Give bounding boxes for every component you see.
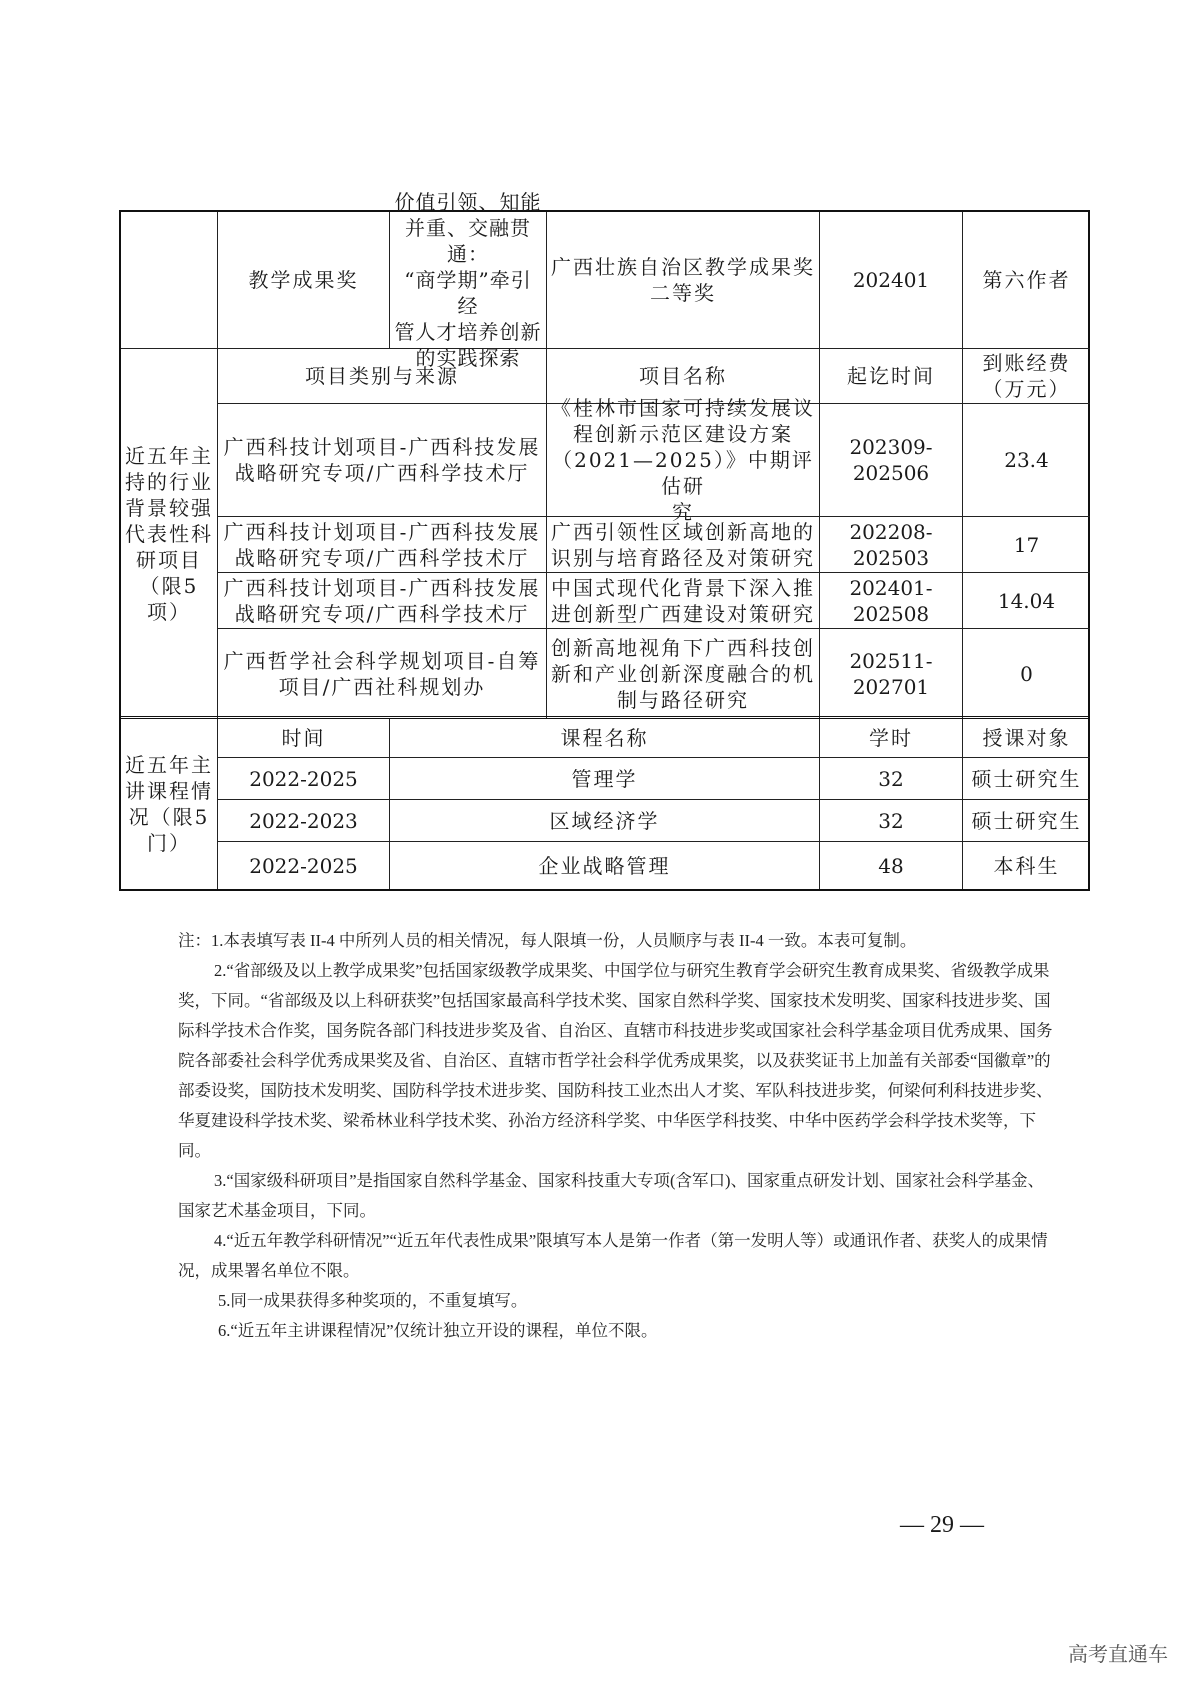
note-4: 4.“近五年教学科研情况”“近五年代表性成果”限填写本人是第一作者（第一发明人等）或通讯作者、获奖人的成果情况，成果署名单位不限。 — [178, 1231, 1048, 1280]
course-row-3-hours: 48 — [819, 841, 962, 889]
research-section-label: 近五年主 持的行业 背景较强 代表性科 研项目 （限5项） — [121, 348, 217, 718]
research-row-2-name: 广西引领性区域创新高地的 识别与培育路径及对策研究 — [546, 516, 819, 572]
research-row-3-name: 中国式现代化背景下深入推 进创新型广西建设对策研究 — [546, 572, 819, 628]
award-level: 广西壮族自治区教学成果奖 二等奖 — [546, 212, 819, 348]
award-role: 第六作者 — [962, 212, 1090, 348]
note-1: 注：1.本表填写表 II-4 中所列人员的相关情况，每人限填一份，人员顺序与表 II-4 一致。本表可复制。 — [178, 931, 917, 950]
course-row-2-hours: 32 — [819, 799, 962, 841]
course-row-2-name: 区域经济学 — [389, 799, 819, 841]
course-row-1-time: 2022-2025 — [217, 757, 389, 799]
research-row-3-period: 202401-202508 — [819, 572, 962, 628]
note-3: 3.“国家级科研项目”是指国家自然科学基金、国家科技重大专项(含军口)、国家重点研发计划、国家社会科学基金、国家艺术基金项目，下同。 — [178, 1171, 1045, 1220]
course-row-2-audience: 硕士研究生 — [962, 799, 1090, 841]
research-row-4-name: 创新高地视角下广西科技创 新和产业创新深度融合的机 制与路径研究 — [546, 628, 819, 718]
course-row-1-name: 管理学 — [389, 757, 819, 799]
courses-header-name: 课程名称 — [389, 719, 819, 757]
main-table — [119, 190, 1090, 891]
course-row-1-audience: 硕士研究生 — [962, 757, 1090, 799]
courses-header-time: 时间 — [217, 719, 389, 757]
research-row-1-source: 广西科技计划项目-广西科技发展 战略研究专项/广西科学技术厅 — [217, 403, 546, 516]
course-row-3-name: 企业战略管理 — [389, 841, 819, 889]
award-type: 教学成果奖 — [217, 212, 389, 348]
course-row-2-time: 2022-2023 — [217, 799, 389, 841]
research-row-2-period: 202208-202503 — [819, 516, 962, 572]
research-header-source: 项目类别与来源 — [217, 348, 546, 403]
research-header-period: 起讫时间 — [819, 348, 962, 403]
research-row-4-source: 广西哲学社会科学规划项目-自筹 项目/广西社科规划办 — [217, 628, 546, 718]
note-2: 2.“省部级及以上教学成果奖”包括国家级教学成果奖、中国学位与研究生教育学会研究生教育成果奖、省级教学成果奖，下同。“省部级及以上科研获奖”包括国家最高科学技术奖、国家自然科学奖、国家技术发明奖、国家科技进步奖、国际科学技术合作奖，国务院各部门科技进步奖及省、自治区、直辖市科技进步奖或国家社会科学基金项目优秀成果、国务院各部委社会科学优秀成果奖及省、自治区、直辖市哲学社会科学优秀成果奖，以及获奖证书上加盖有关部委“国徽章”的部委设奖，国防技术发明奖、国防科学技术进步奖、国防科技工业杰出人才奖、军队科技进步奖，何梁何利科技进步奖、华夏建设科学技术奖、梁希林业科学技术奖、孙治方经济科学奖、中华医学科技奖、中华中医药学会科学技术奖等，下同。 — [178, 961, 1053, 1160]
award-title: 价值引领、知能 并重、交融贯通： “商学期”牵引经 管人才培养创新 的实践探索 — [389, 212, 546, 348]
research-header-name: 项目名称 — [546, 348, 819, 403]
research-row-3-funds: 14.04 — [962, 572, 1090, 628]
research-row-2-funds: 17 — [962, 516, 1090, 572]
research-row-4-period: 202511-202701 — [819, 628, 962, 718]
courses-header-hours: 学时 — [819, 719, 962, 757]
notes-section — [178, 926, 1058, 1346]
award-date: 202401 — [819, 212, 962, 348]
research-row-3-source: 广西科技计划项目-广西科技发展 战略研究专项/广西科学技术厅 — [217, 572, 546, 628]
course-row-1-hours: 32 — [819, 757, 962, 799]
research-row-2-source: 广西科技计划项目-广西科技发展 战略研究专项/广西科学技术厅 — [217, 516, 546, 572]
courses-header-audience: 授课对象 — [962, 719, 1090, 757]
award-row-label — [121, 212, 217, 348]
note-6: 6.“近五年主讲课程情况”仅统计独立开设的课程，单位不限。 — [218, 1321, 658, 1340]
research-row-1-funds: 23.4 — [962, 403, 1090, 516]
research-header-funds: 到账经费 （万元） — [962, 348, 1090, 403]
watermark: 高考直通车 — [1068, 1642, 1168, 1666]
research-row-4-funds: 0 — [962, 628, 1090, 718]
courses-section-label: 近五年主 讲课程情 况（限5 门） — [125, 753, 213, 855]
course-row-3-audience: 本科生 — [962, 841, 1090, 889]
research-row-1-name: 《桂林市国家可持续发展议 程创新示范区建设方案 （2021—2025）》中期评估研 究 — [546, 403, 819, 516]
page-number: — 29 — — [900, 1512, 984, 1538]
course-row-3-time: 2022-2025 — [217, 841, 389, 889]
note-5: 5.同一成果获得多种奖项的，不重复填写。 — [218, 1291, 528, 1310]
research-row-1-period: 202309-202506 — [819, 403, 962, 516]
